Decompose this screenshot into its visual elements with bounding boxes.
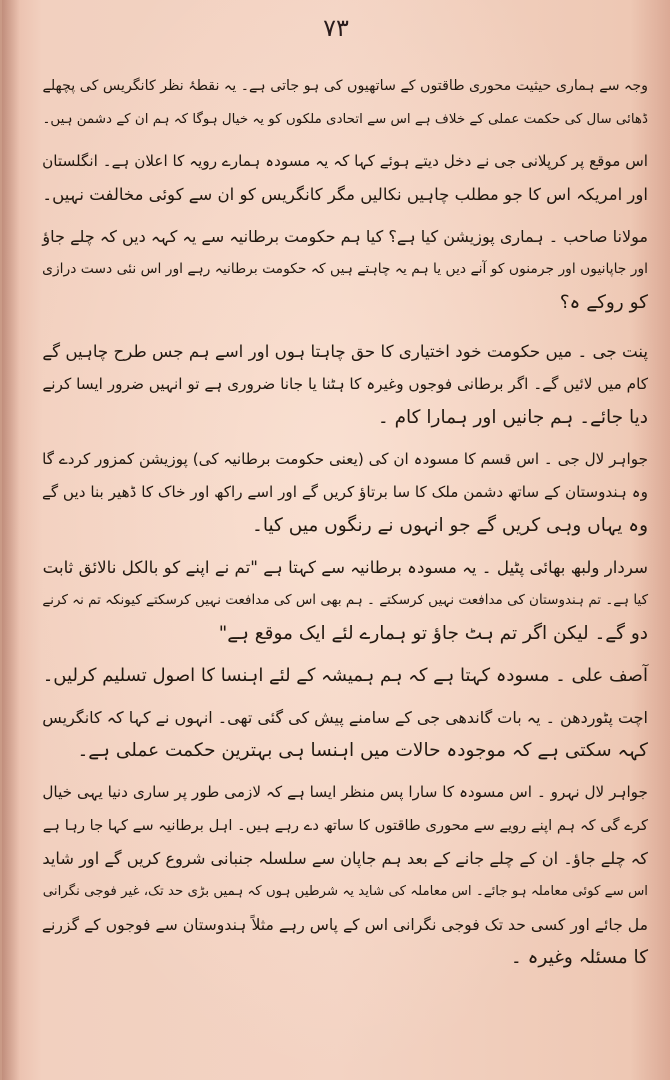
text-line: اچت پٹوردھن ۔ یہ بات گاندھی جی کے سامنے پیش کی گئی تھی۔ انہوں نے کہا کہ کانگریس: [42, 708, 648, 727]
text-line: اس سے کوئی معاملہ ہو جائے۔ اس معاملہ کی شاید یہ شرطیں ہوں کہ ہمیں بڑی حد تک، غیر فوجی نگرانی: [42, 884, 648, 899]
paragraph: [42, 443, 648, 542]
text-line: کرے گی کہ ہم اپنے رویے سے محوری طاقتوں کا ساتھ دے رہے ہیں۔ اہل برطانیہ سے کہا جا رہا ہے: [42, 817, 648, 834]
paragraph: [42, 776, 648, 974]
text-line: وہ یہاں وہی کریں گے جو انہوں نے رنگوں میں کیا۔: [251, 515, 648, 536]
paragraph: [42, 220, 648, 319]
text-line: مل جائے اور کسی حد تک فوجی نگرانی اس کے پاس رہے مثلاً ہندوستان سے فوجوں کے گزرنے: [41, 915, 648, 934]
text-line: کام میں لائیں گے۔ اگر برطانی فوجوں وغیرہ کا ہٹنا یا جانا ضروری ہے تو انہیں ضرور ایسا کرنے: [42, 375, 648, 393]
page-number: ۷۳: [323, 14, 349, 42]
text-line: اور جاپانیوں اور جرمنوں کو آنے دیں یا ہم یہ چاہتے ہیں کہ حکومت برطانیہ رہے اور اس نئی دست درازی: [42, 261, 648, 277]
text-line: وجہ سے ہماری حیثیت محوری طاقتوں کے ساتھیوں کی ہو جاتی ہے۔ یہ نقطۂ نظر کانگریس کی پچھلے: [42, 78, 648, 94]
text-line: پنت جی ۔ میں حکومت خود اختیاری کا حق چاہتا ہوں اور اسے ہم جس طرح چاہیں گے: [42, 342, 648, 361]
text-line: ڈھائی سال کی حکمت عملی کے خلاف ہے اس سے اتحادی ملکوں کو یہ خیال ہوگا کہ ہم ان کے دشمن ہیں۔: [42, 112, 648, 127]
text-line: کو روکے ہ؟: [559, 292, 648, 313]
text-line: وہ ہندوستان کے ساتھ دشمن ملک کا سا برتاؤ کریں گے اور اسے راکھ اور خاک کا ڈھیر بنا دیں گے: [41, 483, 648, 501]
text-line: سردار ولبھ بھائی پٹیل ۔ یہ مسودہ برطانیہ سے کہتا ہے "تم نے اپنے کو بالکل نالائق ثابت: [42, 558, 648, 577]
text-line: کہ چلے جاؤ۔ ان کے چلے جانے کے بعد ہم جاپان سے سلسلہ جنبانی شروع کریں گے اور شاید: [42, 849, 648, 868]
text-line: جواہر لال جی ۔ اس قسم کا مسودہ ان کی (یعنی حکومت برطانیہ کی) پوزیشن کمزور کردے گا: [42, 450, 648, 468]
text-line: دیا جائے۔ ہم جانیں اور ہمارا کام ۔: [377, 407, 648, 428]
paragraph: [42, 335, 648, 434]
paragraph: [42, 659, 648, 692]
paragraph: [42, 70, 648, 136]
text-line: اور امریکہ اس کا جو مطلب چاہیں نکالیں مگر کانگریس کو ان سے کوئی مخالفت نہیں۔: [42, 185, 648, 204]
text-line: دو گے۔ لیکن اگر تم ہٹ جاؤ تو ہمارے لئے ایک موقع ہے": [218, 623, 648, 644]
paragraph: [42, 551, 648, 650]
text-line: کا مسئلہ وغیرہ ۔: [510, 947, 648, 968]
page-body: [42, 70, 648, 1070]
text-line: کیا ہے۔ تم ہندوستان کی مدافعت نہیں کرسکتے ۔ ہم بھی اس کی مدافعت نہیں کرسکتے کیونکہ تم نہ کرنے: [42, 592, 648, 608]
text-line: کہہ سکتی ہے کہ موجودہ حالات میں اہنسا ہی بہترین حکمت عملی ہے۔: [77, 740, 648, 761]
text-line: جواہر لال نہرو ۔ اس مسودہ کا سارا پس منظر ایسا ہے کہ لازمی طور پر ساری دنیا یہی خیال: [42, 783, 648, 801]
text-line: مولانا صاحب ۔ ہماری پوزیشن کیا ہے؟ کیا ہم حکومت برطانیہ سے یہ کہہ دیں کہ چلے جاؤ: [42, 227, 648, 246]
paragraph: [42, 701, 648, 767]
text-line: آصف علی ۔ مسودہ کہتا ہے کہ ہم ہمیشہ کے لئے اہنسا کا اصول تسلیم کرلیں۔: [42, 665, 648, 686]
paragraph: [42, 145, 648, 211]
text-line: اس موقع پر کرپلانی جی نے دخل دیتے ہوئے کہا کہ یہ مسودہ ہمارے رویہ کا اعلان ہے۔ انگلستان: [42, 152, 648, 170]
